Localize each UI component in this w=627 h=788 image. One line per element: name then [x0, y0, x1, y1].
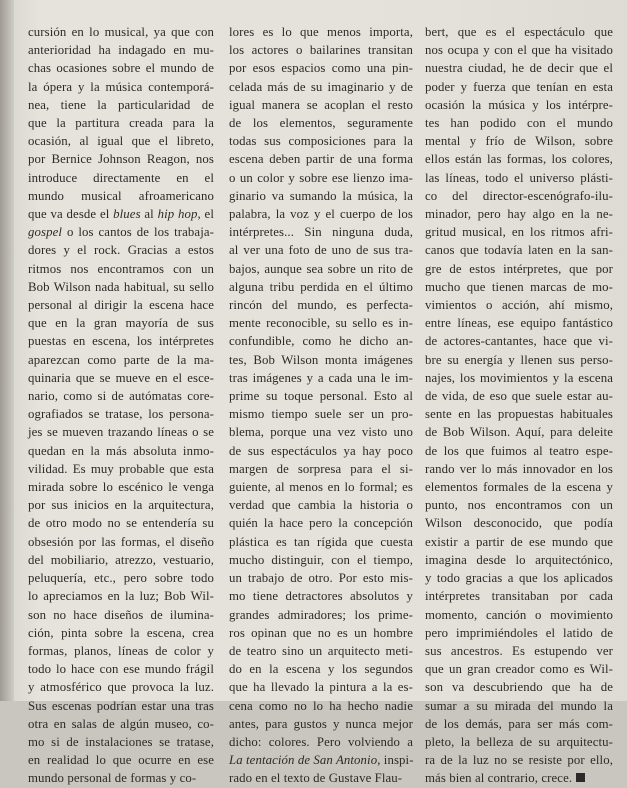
text-line: rincón del mundo, es perfecta- [229, 298, 413, 313]
text-line: tras imágenes y a cada una le im- [229, 370, 413, 385]
text-line: del mobiliario, atrezzo, vestuario, [28, 552, 214, 567]
text-line: mucho que tienen marcas de mo- [425, 279, 613, 294]
text-line: gritud musical, en los ritmos afri- [425, 225, 613, 240]
text-line: quinaria que se mueve en el esce- [28, 370, 214, 385]
text-line: celada más de su imaginario y de [229, 79, 413, 94]
text-line: quedan en la más absoluta inmo- [28, 443, 214, 458]
text-line: las líneas, todo el universo plásti- [425, 170, 613, 185]
text-line: que la partitura creada para la [28, 116, 214, 131]
text-line: tes han podido con el mundo [425, 116, 613, 131]
text-line: sumar a su mirada del mundo la [425, 698, 613, 713]
text-line: son no hace diseños de ilumina- [28, 607, 214, 622]
text-column-2 [229, 23, 413, 788]
text-line: chas ocasiones sobre el mundo de [28, 61, 214, 76]
text-line: más bien al contrario, crece. [425, 769, 613, 787]
text-line: bajos, aunque sea sobre un rito de [229, 261, 413, 276]
text-line: Wilson desconocido, que podía [425, 516, 613, 531]
text-line: lo apreciamos en la luz; Bob Wil- [28, 589, 214, 604]
text-line: Sus escenas podrían estar una tras [28, 698, 214, 713]
text-line: imagina desde lo arquitectónico, [425, 552, 613, 567]
text-line: ra de la luz no se resiste por ello, [425, 753, 613, 768]
text-line: alguna tribu perdida en el último [229, 279, 413, 294]
text-line: y todo gracias a que los aplicados [425, 571, 613, 586]
text-line: gospel o los cantos de los trabaja- [28, 225, 214, 240]
text-line: escena deben partir de una forma [229, 152, 413, 167]
text-line: nos ocupa y con el que ha visitado [425, 43, 613, 58]
text-line: mo tiene detractores absolutos y [229, 589, 413, 604]
text-line: mirada sobre lo escénico le venga [28, 480, 214, 495]
text-line: todas sus composiciones para la [229, 134, 413, 149]
text-line: elementos formales de la escena y [425, 480, 613, 495]
text-line: que en la gran mayoría de sus [28, 316, 214, 331]
text-line: los actores o bailarines transitan [229, 43, 413, 58]
text-line: aparezcan como parte de la ma- [28, 352, 214, 367]
page-binding-shadow [0, 0, 14, 701]
text-line: de los que fuimos al teatro espe- [425, 443, 613, 458]
text-line: entre líneas, ese equipo fantástico [425, 316, 613, 331]
text-line: bre su energía y llenen sus perso- [425, 352, 613, 367]
text-line: o un color y sobre ese lienzo ima- [229, 170, 413, 185]
text-line: najes, los movimientos y la escena [425, 370, 613, 385]
text-line: intérpretes... Sin ninguna duda, [229, 225, 413, 240]
text-line: formas, planos, líneas de color y [28, 643, 214, 658]
text-line: mucho distinguir, con el tiempo, [229, 552, 413, 567]
text-line: ocasión, al igual que el libreto, [28, 134, 214, 149]
text-line: antes, para gustos y nunca mejor [229, 716, 413, 731]
text-line: mental y frío de Wilson, sobre [425, 134, 613, 149]
text-line: de vida, de eso que suele estar au- [425, 389, 613, 404]
text-line: rando ver lo más innovador en los [425, 461, 613, 476]
text-line: existir a partir de ese mundo que [425, 534, 613, 549]
text-line: guiente, al menos en lo formal; es [229, 480, 413, 495]
text-line: un trabajo de otro. Por esto mis- [229, 571, 413, 586]
text-line: nuestra ciudad, he de decir que el [425, 61, 613, 76]
text-line: ografiados se tratase, los persona- [28, 407, 214, 422]
text-line: igual manera se acoplan el resto [229, 97, 413, 112]
text-line: cursión en lo musical, ya que con [28, 25, 214, 39]
text-line: vilidad. Es muy probable que esta [28, 461, 214, 476]
text-line: por Bernice Johnson Reagon, nos [28, 152, 214, 167]
text-line: todo lo hace con ese mundo frágil [28, 662, 214, 677]
text-column-1 [28, 23, 214, 788]
text-line: sus ancestros. Es estupendo ver [425, 643, 613, 658]
text-line: momento, canción o movimiento [425, 607, 613, 622]
text-line: gre de estos intérpretes, que por [425, 261, 613, 276]
text-line: en realidad lo que ocurre en ese [28, 753, 214, 768]
text-line: palabra, la voz y el cuerpo de los [229, 207, 413, 222]
text-line: peluquería, etc., pero sobre todo [28, 571, 214, 586]
text-line: dicho: colores. Pero volviendo a [229, 734, 413, 749]
text-line: de los demás, para ser más com- [425, 716, 613, 731]
text-line: cena como no lo ha hecho nadie [229, 698, 413, 713]
text-line: sente en las propuestas habituales [425, 407, 613, 422]
text-line: prime su toque personal. Esto al [229, 389, 413, 404]
text-line: verdad que cambia la historia o [229, 498, 413, 513]
text-line: obsesión por las formas, el diseño [28, 534, 214, 549]
text-line: intérpretes transitaban por cada [425, 589, 613, 604]
text-line: ción, pinta sobre la escena, crea [28, 625, 214, 640]
text-line: de teatro sino un arquitecto meti- [229, 643, 413, 658]
text-line: vimientos o acción, ahí mismo, [425, 298, 613, 313]
text-line: de sus espectáculos ya hay poco [229, 443, 413, 458]
text-line: de Bob Wilson. Aquí, para deleite [425, 425, 613, 440]
text-line: son va descubriendo que ha de [425, 680, 613, 695]
text-line: quién la hace pero la concepción [229, 516, 413, 531]
text-line: introduce directamente en el [28, 170, 214, 185]
text-line: confundible, como he dicho an- [229, 334, 413, 349]
text-line: personal al dirigir la escena hace [28, 298, 214, 313]
text-line: punto, nos encontramos con un [425, 498, 613, 513]
text-line: canos que todavía laten en la san- [425, 243, 613, 258]
text-line: bert, que es el espectáculo que [425, 25, 613, 39]
text-line: de actores-cantantes, hace que vi- [425, 334, 613, 349]
text-line: grandes admiradores; los prime- [229, 607, 413, 622]
text-line: pleto, la belleza de su arquitectu- [425, 734, 613, 749]
text-line: mundo musical afroamericano [28, 188, 214, 203]
text-line: mente reconocible, su sello es in- [229, 316, 413, 331]
text-line: minador, pero hay algo en la ne- [425, 207, 613, 222]
text-line: al ver una foto de uno de sus tra- [229, 243, 413, 258]
text-line: co del director-escenógrafo-ilu- [425, 188, 613, 203]
text-line: puestas en escena, los intérpretes [28, 334, 214, 349]
text-line: plástica es tan rígida que cuesta [229, 534, 413, 549]
text-line: ellos están las formas, los colores, [425, 152, 613, 167]
text-line: nario, como si de autómatas core- [28, 389, 214, 404]
text-line: que va desde el blues al hip hop, el [28, 207, 214, 222]
text-line: poder y fuerza que tenían en esta [425, 79, 613, 94]
text-line: nea, tiene la particularidad de [28, 97, 214, 112]
article-end-mark [576, 773, 585, 782]
text-line: mismo tiempo suele ser un pro- [229, 407, 413, 422]
text-line: ginario va sumando la música, la [229, 188, 413, 203]
text-line: pero imprimiéndoles el latido de [425, 625, 613, 640]
text-line: do en la escena y los segundos [229, 662, 413, 677]
text-line: dores y el rock. Gracias a estos [28, 243, 214, 258]
text-line: rado en el texto de Gustave Flau- [229, 771, 403, 786]
text-line: tes, Bob Wilson monta imágenes [229, 352, 413, 367]
text-line: lores es lo que menos importa, [229, 25, 413, 39]
text-line: otra en salas de algún museo, co- [28, 716, 214, 731]
text-line: de los elementos, seguramente [229, 116, 413, 131]
text-line: mundo personal de formas y co- [28, 771, 197, 786]
text-line: margen de sorpresa para el si- [229, 461, 413, 476]
text-line: anterioridad ha indagado en mu- [28, 43, 214, 58]
text-line: ocasión la música y los intérpre- [425, 97, 613, 112]
text-column-3 [425, 23, 613, 788]
text-line: por esos espacios como una pin- [229, 61, 413, 76]
text-line: La tentación de San Antonio, inspi- [229, 753, 414, 768]
text-line: que ha llevado la pintura a la es- [229, 680, 413, 695]
text-line: mo si de instalaciones se tratase, [28, 734, 214, 749]
text-line: por sus inicios en la arquitectura, [28, 498, 214, 513]
text-line: que un gran creador como es Wil- [425, 662, 613, 677]
text-line: y atmosférico que provoca la luz. [28, 680, 214, 695]
text-line: blema, porque una vez visto uno [229, 425, 413, 440]
text-line: Bob Wilson nada habitual, su sello [28, 279, 214, 294]
text-line: jes se mueven trazando líneas o se [28, 425, 214, 440]
text-line: la ópera y la música contemporá- [28, 79, 214, 94]
text-line: de otro modo no se entendería su [28, 516, 214, 531]
text-line: ros opinan que no es un hombre [229, 625, 413, 640]
text-line: ritmos nos encontramos con un [28, 261, 214, 276]
